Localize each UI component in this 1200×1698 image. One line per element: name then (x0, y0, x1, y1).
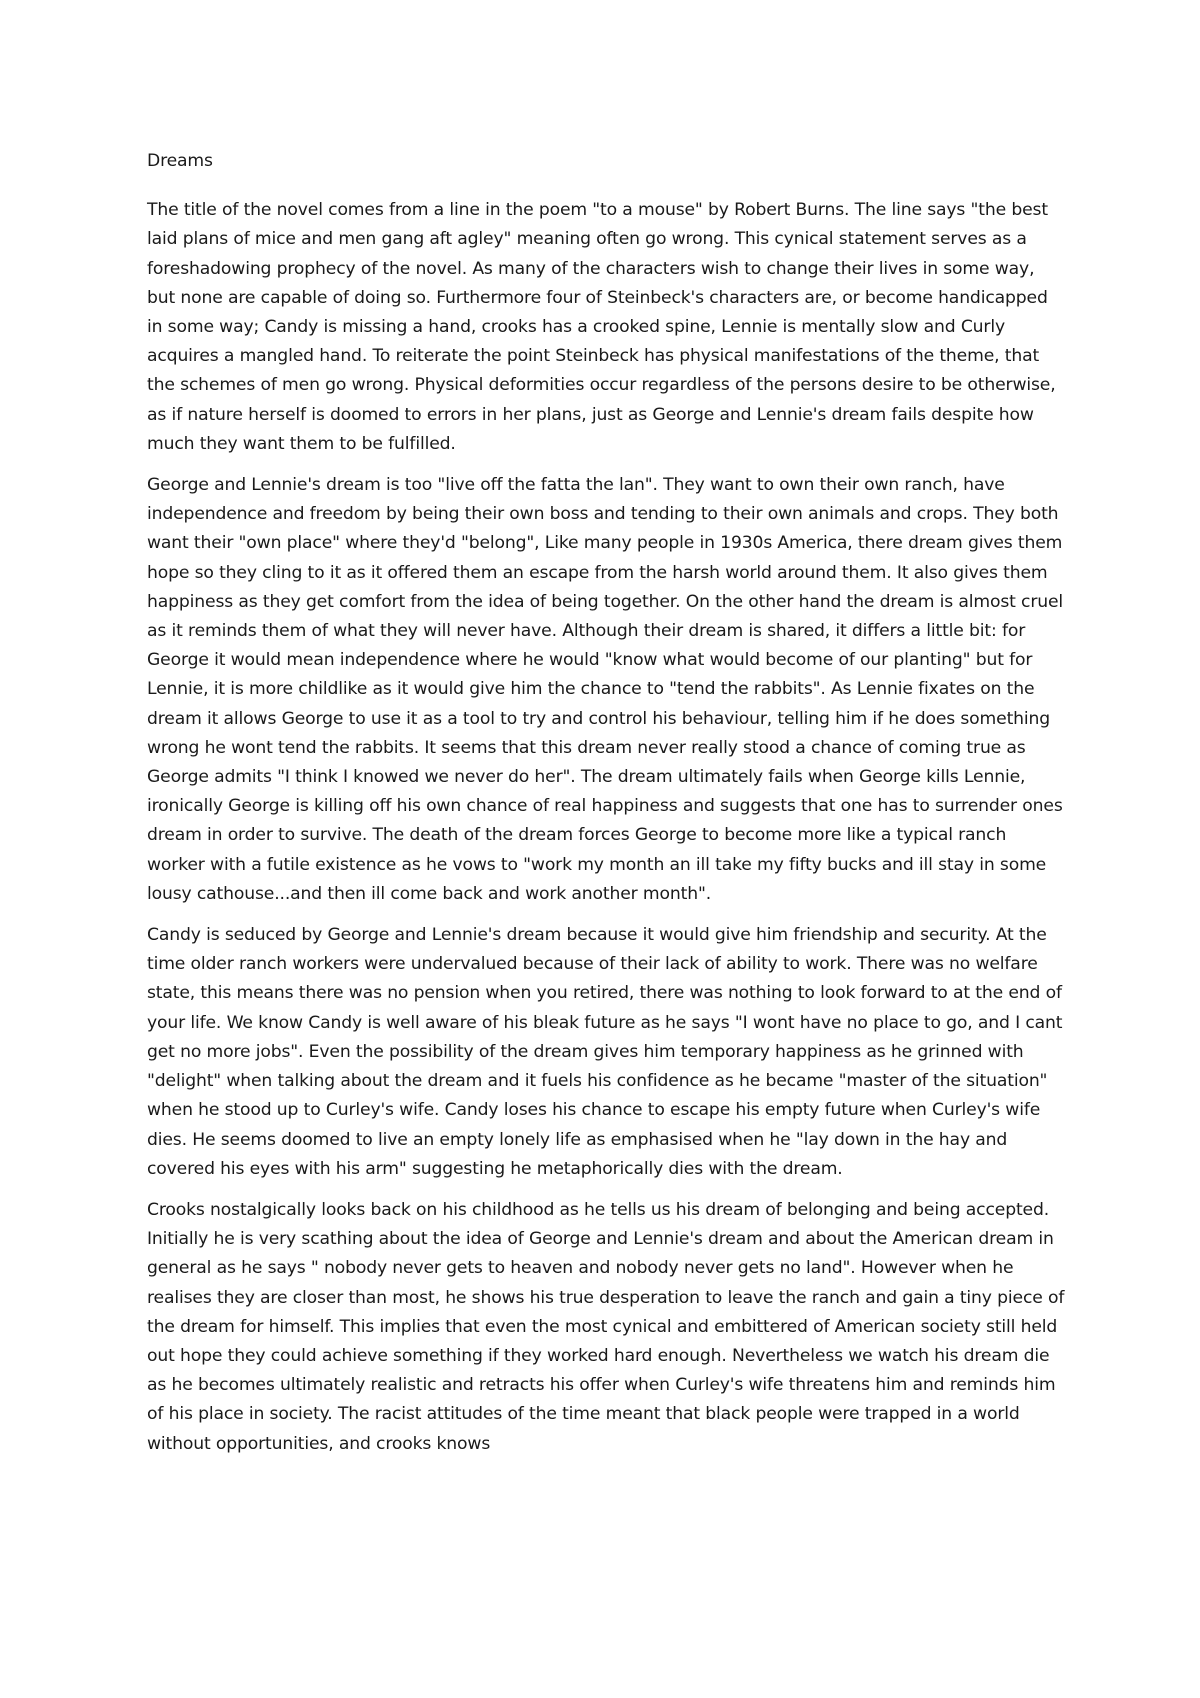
paragraph-george-lennie-dream: George and Lennie's dream is too "live off the fatta the lan". They want to own their own ranch, have independence and freedom by being their own boss and tending to their own animals and crops. They both want their "own place" where they'd "belong", Like many people in 1930s America, there dream gives them hope so they cling to it as it offered them an escape from the harsh world around them. It also gives them happiness as they get comfort from the idea of being together. On the other hand the dream is almost cruel as it reminds them of what they will never have. Although their dream is shared, it differs a little bit: for George it would mean independence where he would "know what would become of our planting" but for Lennie, it is more childlike as it would give him the chance to "tend the rabbits". As Lennie fixates on the dream it allows George to use it as a tool to try and control his behaviour, telling him if he does something wrong he wont tend the rabbits. It seems that this dream never really stood a chance of coming true as George admits "I think I knowed we never do her". The dream ultimately fails when George kills Lennie, ironically George is killing off his own chance of real happiness and suggests that one has to surrender ones dream in order to survive. The death of the dream forces George to become more like a typical ranch worker with a futile existence as he vows to "work my month an ill take my fifty bucks and ill stay in some lousy cathouse...and then ill come back and work another month". (147, 475, 1064, 904)
document-title: Dreams (147, 151, 213, 171)
paragraph-crooks-dream: Crooks nostalgically looks back on his childhood as he tells us his dream of belonging and being accepted. Initially he is very scathing about the idea of George and Lennie's dream and about the American dream in general as he says " nobody never gets to heaven and nobody never gets no land". However when he realises they are closer than most, he shows his true desperation to leave the ranch and gain a tiny piece of the dream for himself. This implies that even the most cynical and embittered of American society still held out hope they could achieve something if they worked hard enough. Nevertheless we watch his dream die as he becomes ultimately realistic and retracts his offer when Curley's wife threatens him and reminds him of his place in society. The racist attitudes of the time meant that black people were trapped in a world without opportunities, and crooks knows (147, 1199, 1065, 1454)
paragraph-candy-dream: Candy is seduced by George and Lennie's dream because it would give him friendship and security. At the time older ranch workers were undervalued because of their lack of ability to work. There was no welfare state, this means there was no pension when you retired, there was nothing to look forward to at the end of your life. We know Candy is well aware of his bleak future as he says "I wont have no place to go, and I cant get no more jobs". Even the possibility of the dream gives him temporary happiness as he grinned with "delight" when talking about the dream and it fuels his confidence as he became "master of the situation" when he stood up to Curley's wife. Candy loses his chance to escape his empty future when Curley's wife dies. He seems doomed to live an empty lonely life as emphasised when he "lay down in the hay and covered his eyes with his arm" suggesting he metaphorically dies with the dream. (147, 925, 1063, 1179)
paragraph-title-origin: The title of the novel comes from a line in the poem "to a mouse" by Robert Burns. The line says "the best laid plans of mice and men gang aft agley" meaning often go wrong. This cynical statement serves as a foreshadowing prophecy of the novel. As many of the characters wish to change their lives in some way, but none are capable of doing so. Furthermore four of Steinbeck's characters are, or become handicapped in some way; Candy is missing a hand, crooks has a crooked spine, Lennie is mentally slow and Curly acquires a mangled hand. To reiterate the point Steinbeck has physical manifestations of the theme, that the schemes of men go wrong. Physical deformities occur regardless of the persons desire to be otherwise, as if nature herself is doomed to errors in her plans, just as George and Lennie's dream fails despite how much they want them to be fulfilled. (147, 200, 1056, 454)
document-body (147, 147, 1067, 1471)
